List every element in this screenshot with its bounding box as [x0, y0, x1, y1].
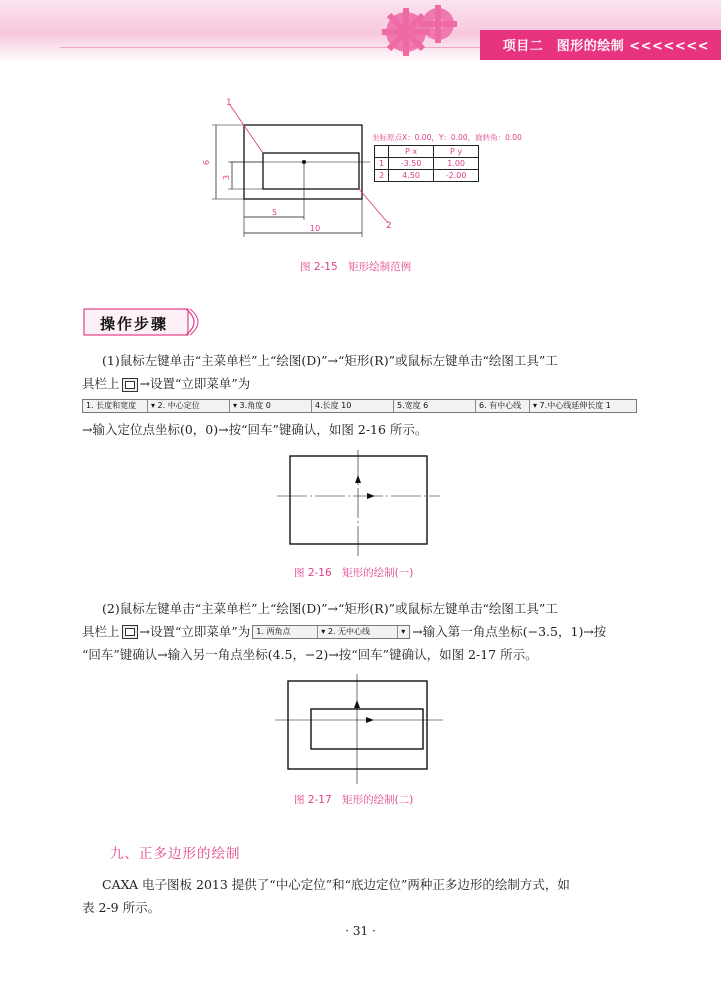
section-badge-label: 操作步骤: [100, 315, 169, 333]
step2-line2-text-b: →设置“立即菜单”为: [139, 624, 251, 639]
table-cell: 4.50: [389, 170, 434, 182]
step2-line3: “回车”键确认→输入另一角点坐标(4.5，−2)→按“回车”键确认，如图 2-17 所示。: [82, 647, 538, 662]
table-cell: 1.00: [434, 158, 479, 170]
step1-line2-text-b: →设置“立即菜单”为: [139, 376, 251, 391]
figure-2-15-caption: 图 2-15 矩形绘制范例: [300, 261, 412, 273]
table-cell: -2.00: [434, 170, 479, 182]
section-heading: 九、正多边形的绘制: [110, 846, 241, 862]
figure-2-17-caption: 图 2-17 矩形的绘制(二): [294, 794, 414, 806]
step2-menubar: [252, 625, 410, 639]
step2-line1: (2)鼠标左键单击“主菜单栏”上“绘图(D)”→“矩形(R)”或鼠标左键单击“绘图工具”工: [102, 601, 558, 616]
figure-2-15: [200, 95, 400, 249]
coord-table-header: P y: [434, 146, 479, 158]
section9-line1: CAXA 电子图板 2013 提供了“中心定位”和“底边定位”两种正多边形的绘制方式，如: [102, 877, 570, 892]
coord-table-header: P x: [389, 146, 434, 158]
menubar-field: ▾ 7.中心线延伸长度 1: [529, 400, 636, 412]
section9-line2: 表 2-9 所示。: [82, 900, 161, 915]
menubar-field: ▾: [397, 626, 409, 638]
callout-1: 1: [226, 98, 232, 108]
rectangle-tool-icon: [122, 378, 138, 392]
menubar-field: 5.宽度 6: [393, 400, 475, 412]
menubar-field: 1. 长度和宽度: [83, 400, 147, 412]
menubar-field: 4.长度 10: [311, 400, 393, 412]
dim-width-inner: 5: [272, 208, 278, 217]
menubar-field: ▾ 3.角度 0: [229, 400, 311, 412]
coord-table-header: [375, 146, 389, 158]
step1-line3: →输入定位点坐标(0，0)→按“回车”键确认，如图 2-16 所示。: [82, 422, 428, 437]
menubar-field: ▾ 2. 中心定位: [147, 400, 229, 412]
menubar-field: 1. 两角点: [253, 626, 317, 638]
table-cell: -3.50: [389, 158, 434, 170]
figure-2-17: [275, 674, 445, 790]
table-cell: 2: [375, 170, 389, 182]
step2-line2-text-a: 具栏上: [82, 624, 120, 639]
figure-2-16-caption: 图 2-16 矩形的绘制(一): [294, 567, 414, 579]
header-title: 项目二 图形的绘制 <<<<<<<: [502, 39, 709, 54]
page-number: · 31 ·: [345, 924, 376, 938]
step1-line2: [82, 373, 250, 395]
step1-line2-text-a: 具栏上: [82, 376, 120, 391]
step1-line1: (1)鼠标左键单击“主菜单栏”上“绘图(D)”→“矩形(R)”或鼠标左键单击“绘图工具”工: [102, 353, 558, 368]
coord-table: [374, 145, 479, 182]
step1-menubar: [82, 399, 637, 413]
dim-width-outer: 10: [310, 224, 321, 233]
dim-height-inner: 3: [222, 174, 231, 180]
rectangle-tool-icon: [122, 625, 138, 639]
menubar-field: ▾ 2. 无中心线: [317, 626, 397, 638]
table-row: [375, 170, 479, 182]
table-cell: 1: [375, 158, 389, 170]
callout-2: 2: [386, 221, 392, 231]
dim-height-outer: 6: [202, 159, 211, 165]
step2-line2: [82, 621, 606, 643]
coord-table-title: 坐标原点X：0.00，Y：0.00，旋转角：0.00: [372, 133, 522, 142]
table-row: [375, 158, 479, 170]
menubar-field: 6. 有中心线: [475, 400, 529, 412]
figure-2-16: [275, 448, 445, 564]
step2-line2-text-c: →输入第一角点坐标(−3.5，1)→按: [412, 624, 607, 639]
gear-icon: [372, 2, 472, 64]
